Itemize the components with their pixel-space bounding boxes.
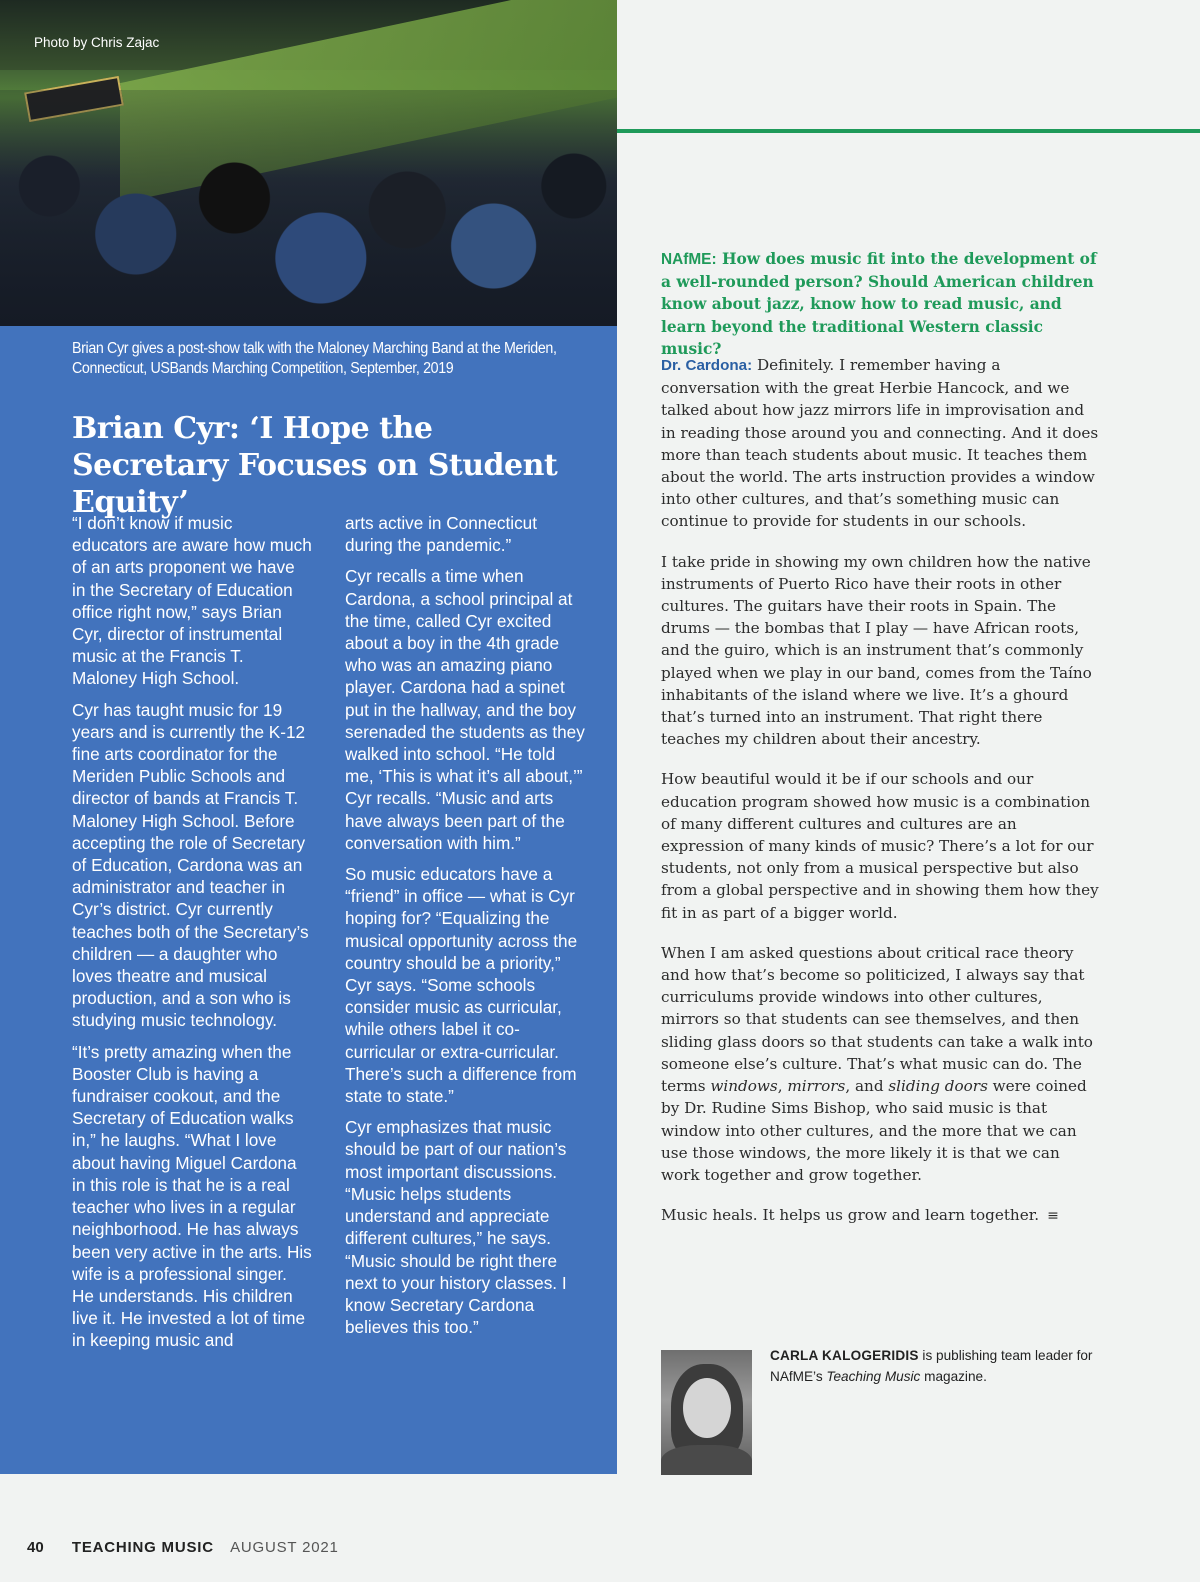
sidebar-paragraph: “I don’t know if music educators are aware how much of an arts proponent we have in the Secretary of Education office right now,” says Brian Cyr, director of instrumental music at the Francis T. Maloney High School. xyxy=(72,513,312,689)
question-text: How does music fit into the development of a well-rounded person? Should American children know about jazz, know how to read music, and learn beyond the traditional Western classic music? xyxy=(661,250,1097,358)
issue-date: AUGUST 2021 xyxy=(230,1539,339,1556)
photo-credit: Photo by Chris Zajac xyxy=(34,35,160,50)
author-magazine: Teaching Music xyxy=(826,1369,921,1384)
page-footer xyxy=(27,1539,339,1556)
sidebar-paragraph: Cyr recalls a time when Cardona, a school principal at the time, called Cyr excited about a boy in the 4th grade who was an amazing piano player. Cardona had a spinet put in the hallway, and the boy serenaded the students as they walked into school. “He told me, ‘This is what it’s all about,’” Cyr recalls. “Music and arts have always been part of the conversation with him.” xyxy=(345,566,585,853)
author-bio xyxy=(770,1345,1100,1387)
answer-text: Music heals. It helps us grow and learn together. xyxy=(661,1206,1040,1225)
sidebar-paragraph: So music educators have a “friend” in office — what is Cyr hoping for? “Equalizing the musical opportunity across the country should be a priority,” Cyr says. “Some schools consider music as curricular, while others label it co-curricular or extra-curricular. There’s such a difference from state to state.” xyxy=(345,864,578,1107)
author-bio-text: magazine. xyxy=(920,1369,987,1384)
sidebar-paragraph: arts active in Connecticut during the pandemic.” xyxy=(345,513,538,556)
section-divider xyxy=(617,129,1200,133)
answer-text: Definitely. I remember having a conversation with the great Herbie Hancock, and we talked about how jazz mirrors life in improvisation and in reading those around you and connecting. And it does more than teach students about music. It teaches them about the world. The arts instruction provides a window into other cultures, and that’s something music can continue to provide for students in our schools. xyxy=(661,356,1099,531)
term-mirrors: mirrors xyxy=(787,1077,846,1096)
sidebar-headline: Brian Cyr: ‘I Hope the Secretary Focuses on Student Equity’ xyxy=(72,411,558,520)
magazine-name: TEACHING MUSIC xyxy=(71,1539,214,1556)
sidebar-paragraph: Cyr emphasizes that music should be part of our nation’s most important discussions. “Music helps students understand and appreciate different cultures,” he says. “Music should be right there next to your history classes. I know Secretary Cardona believes this too.” xyxy=(345,1117,567,1338)
answer-paragraph xyxy=(661,354,1101,533)
speaker-label: Dr. Cardona: xyxy=(661,357,753,374)
sidebar-column-2 xyxy=(345,512,585,1347)
sidebar-column-1 xyxy=(72,512,312,1361)
author-photo xyxy=(661,1350,752,1475)
page-number: 40 xyxy=(27,1539,44,1556)
answer-text: , xyxy=(777,1077,788,1096)
answer-paragraph: I take pride in showing my own children how the native instruments of Puerto Rico have their roots in other cultures. The guitars have their roots in Spain. The drums — the bombas that I play — have African roots, and the guiro, which is an instrument that’s commonly played when we play in our band, comes from the Taíno inhabitants of the island where we live. It’s a ghourd that’s turned into an instrument. That right there teaches my children about their ancestry. xyxy=(661,552,1092,749)
interview-answer xyxy=(661,354,1101,1245)
term-sliding-doors: sliding doors xyxy=(888,1077,988,1096)
sidebar-paragraph: “It’s pretty amazing when the Booster Club is having a fundraiser cookout, and the Secretary of Education walks in,” he laughs. “What I love about having Miguel Cardona in this role is that he is a real teacher who lives in a regular neighborhood. He has always been very active in the arts. His wife is a professional singer. He understands. His children live it. He invested a lot of time in keeping music and xyxy=(72,1041,312,1351)
term-windows: windows xyxy=(710,1077,778,1096)
question-label: NAfME: xyxy=(661,251,717,268)
author-name: CARLA KALOGERIDIS xyxy=(770,1348,919,1363)
answer-paragraph xyxy=(661,1204,1101,1227)
end-mark-icon: ≡ xyxy=(1047,1208,1059,1225)
sidebar-paragraph: Cyr has taught music for 19 years and is currently the K-12 fine arts coordinator for the Meriden Public Schools and director of bands at Francis T. Maloney High School. Before accepting the role of Secretary of Education, Cardona was an administrator and teacher in Cyr’s district. Cyr currently teaches both of the Secretary’s children — a daughter who loves theatre and musical production, and a son who is studying music technology. xyxy=(72,699,309,1031)
answer-text: When I am asked questions about critical race theory and how that’s become so politicized, I always say that curriculums provide windows into other cultures, mirrors so that students can see themselves, and then sliding glass doors so that students can take a walk into someone else’s culture. That’s what music can do. The terms xyxy=(661,943,1093,1096)
interview-question xyxy=(661,248,1101,360)
author-bio-text: is publishing team leader for NAfME’s xyxy=(770,1348,1093,1384)
photo-caption: Brian Cyr gives a post-show talk with the Maloney Marching Band at the Meriden, Connecticut, USBands Marching Competition, September, 2019 xyxy=(72,340,557,377)
author-face xyxy=(683,1378,731,1438)
author-shoulders xyxy=(661,1445,752,1475)
answer-paragraph xyxy=(661,942,1101,1186)
photo-crowd xyxy=(0,90,617,326)
answer-text: were coined by Dr. Rudine Sims Bishop, who said music is that window into other cultures, and the more that we can use those windows, the more likely it is that we can work together and grow together. xyxy=(661,1077,1087,1184)
answer-paragraph: How beautiful would it be if our schools and our education program showed how music is a combination of many different cultures and cultures are an expression of many kinds of music? There’s a lot for our students, not only from a musical perspective but also from a global perspective and in showing them how they fit in as part of a bigger world. xyxy=(661,770,1099,922)
answer-text: , and xyxy=(845,1077,889,1096)
